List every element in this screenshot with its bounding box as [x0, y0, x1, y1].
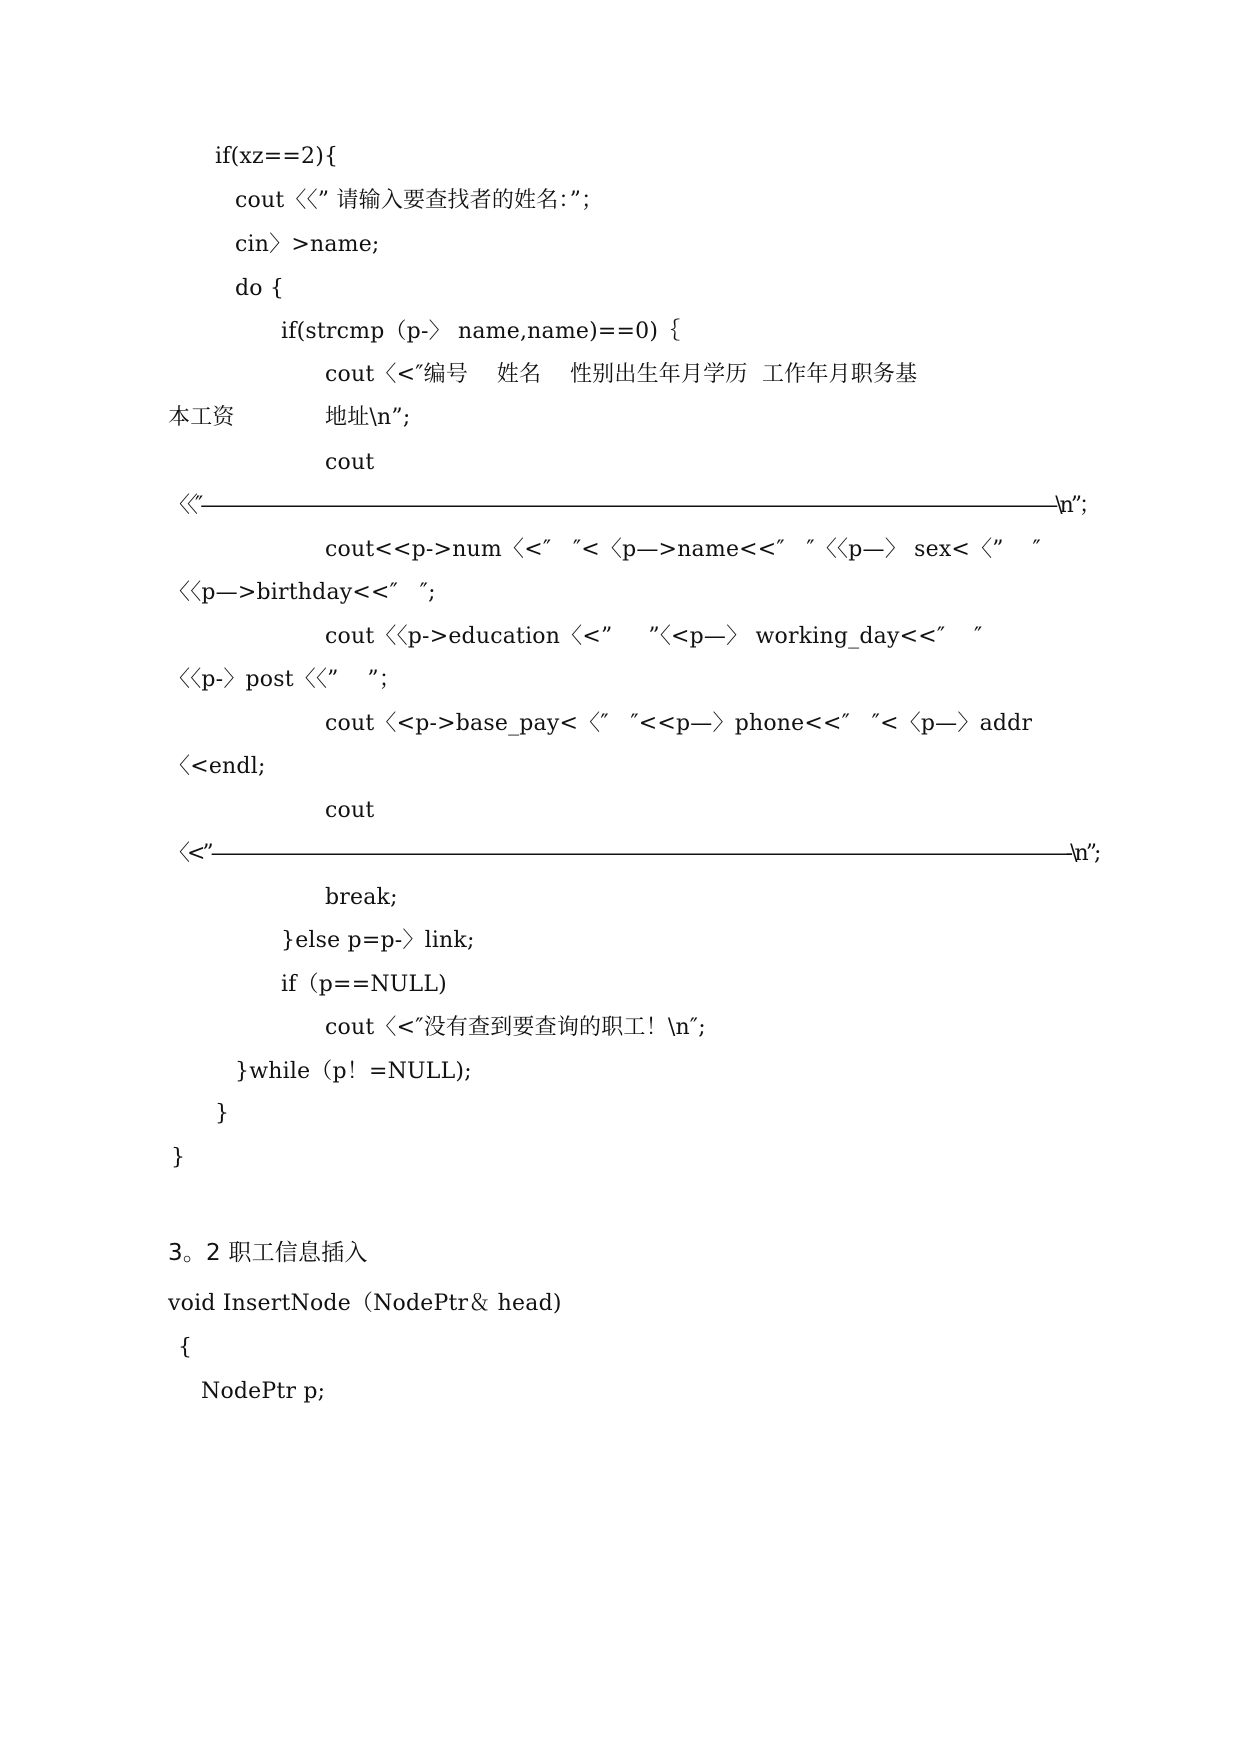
code-line: if(strcmp（p-〉 name,name)==0)｛: [281, 319, 681, 344]
code-line: break;: [325, 885, 398, 910]
code-line: if（p==NULL): [281, 972, 447, 997]
code-line: }while（p！=NULL);: [235, 1059, 472, 1084]
code-line: cout〈〈p->education〈<” ”〈<p—〉 working_day<<″ ″: [325, 624, 983, 649]
code-line: if(xz==2){: [215, 144, 339, 169]
section-heading: 3。2 职工信息插入: [168, 1240, 368, 1266]
code-line: cout〈<p->base_pay<〈″ ″<<p—〉phone<<″ ″<〈p—〉addr: [325, 711, 1033, 736]
code-line: 〈〈p-〉post〈〈” ”；: [168, 667, 402, 692]
code-line: 本工资: [168, 405, 235, 430]
code-line: cout〈〈” 请输入要查找者的姓名：”；: [235, 188, 604, 213]
code-line: 〈<endl;: [168, 754, 266, 779]
code-line: cout<<p->num〈<″ ″<〈p—>name<<″ ″〈〈p—〉 sex<〈” ″: [325, 537, 1041, 562]
code-line: }else p=p-〉link;: [281, 928, 475, 953]
code-line: void InsertNode（NodePtr＆ head): [168, 1291, 562, 1316]
code-line: }: [215, 1101, 230, 1126]
code-line: NodePtr p;: [201, 1379, 326, 1404]
code-line: 〈〈p—>birthday<<″ ″;: [168, 580, 436, 605]
code-line: 地址\n”;: [325, 405, 411, 430]
code-line: cout〈<″编号 姓名 性别出生年月学历 工作年月职务基: [325, 362, 918, 387]
code-line: {: [178, 1335, 193, 1360]
code-line: }: [171, 1145, 186, 1170]
code-line: cout: [325, 450, 375, 475]
code-line: cin〉>name;: [235, 232, 380, 257]
code-line: cout: [325, 798, 375, 823]
code-line: cout〈<″没有查到要查询的职工！\n″;: [325, 1015, 706, 1040]
code-line: 〈〈″—————————————————————————————————————————————\n”；: [168, 493, 1099, 518]
code-line: 〈<”—————————————————————————————————————————————-\n”;: [168, 841, 1099, 866]
code-line: do {: [235, 276, 285, 301]
